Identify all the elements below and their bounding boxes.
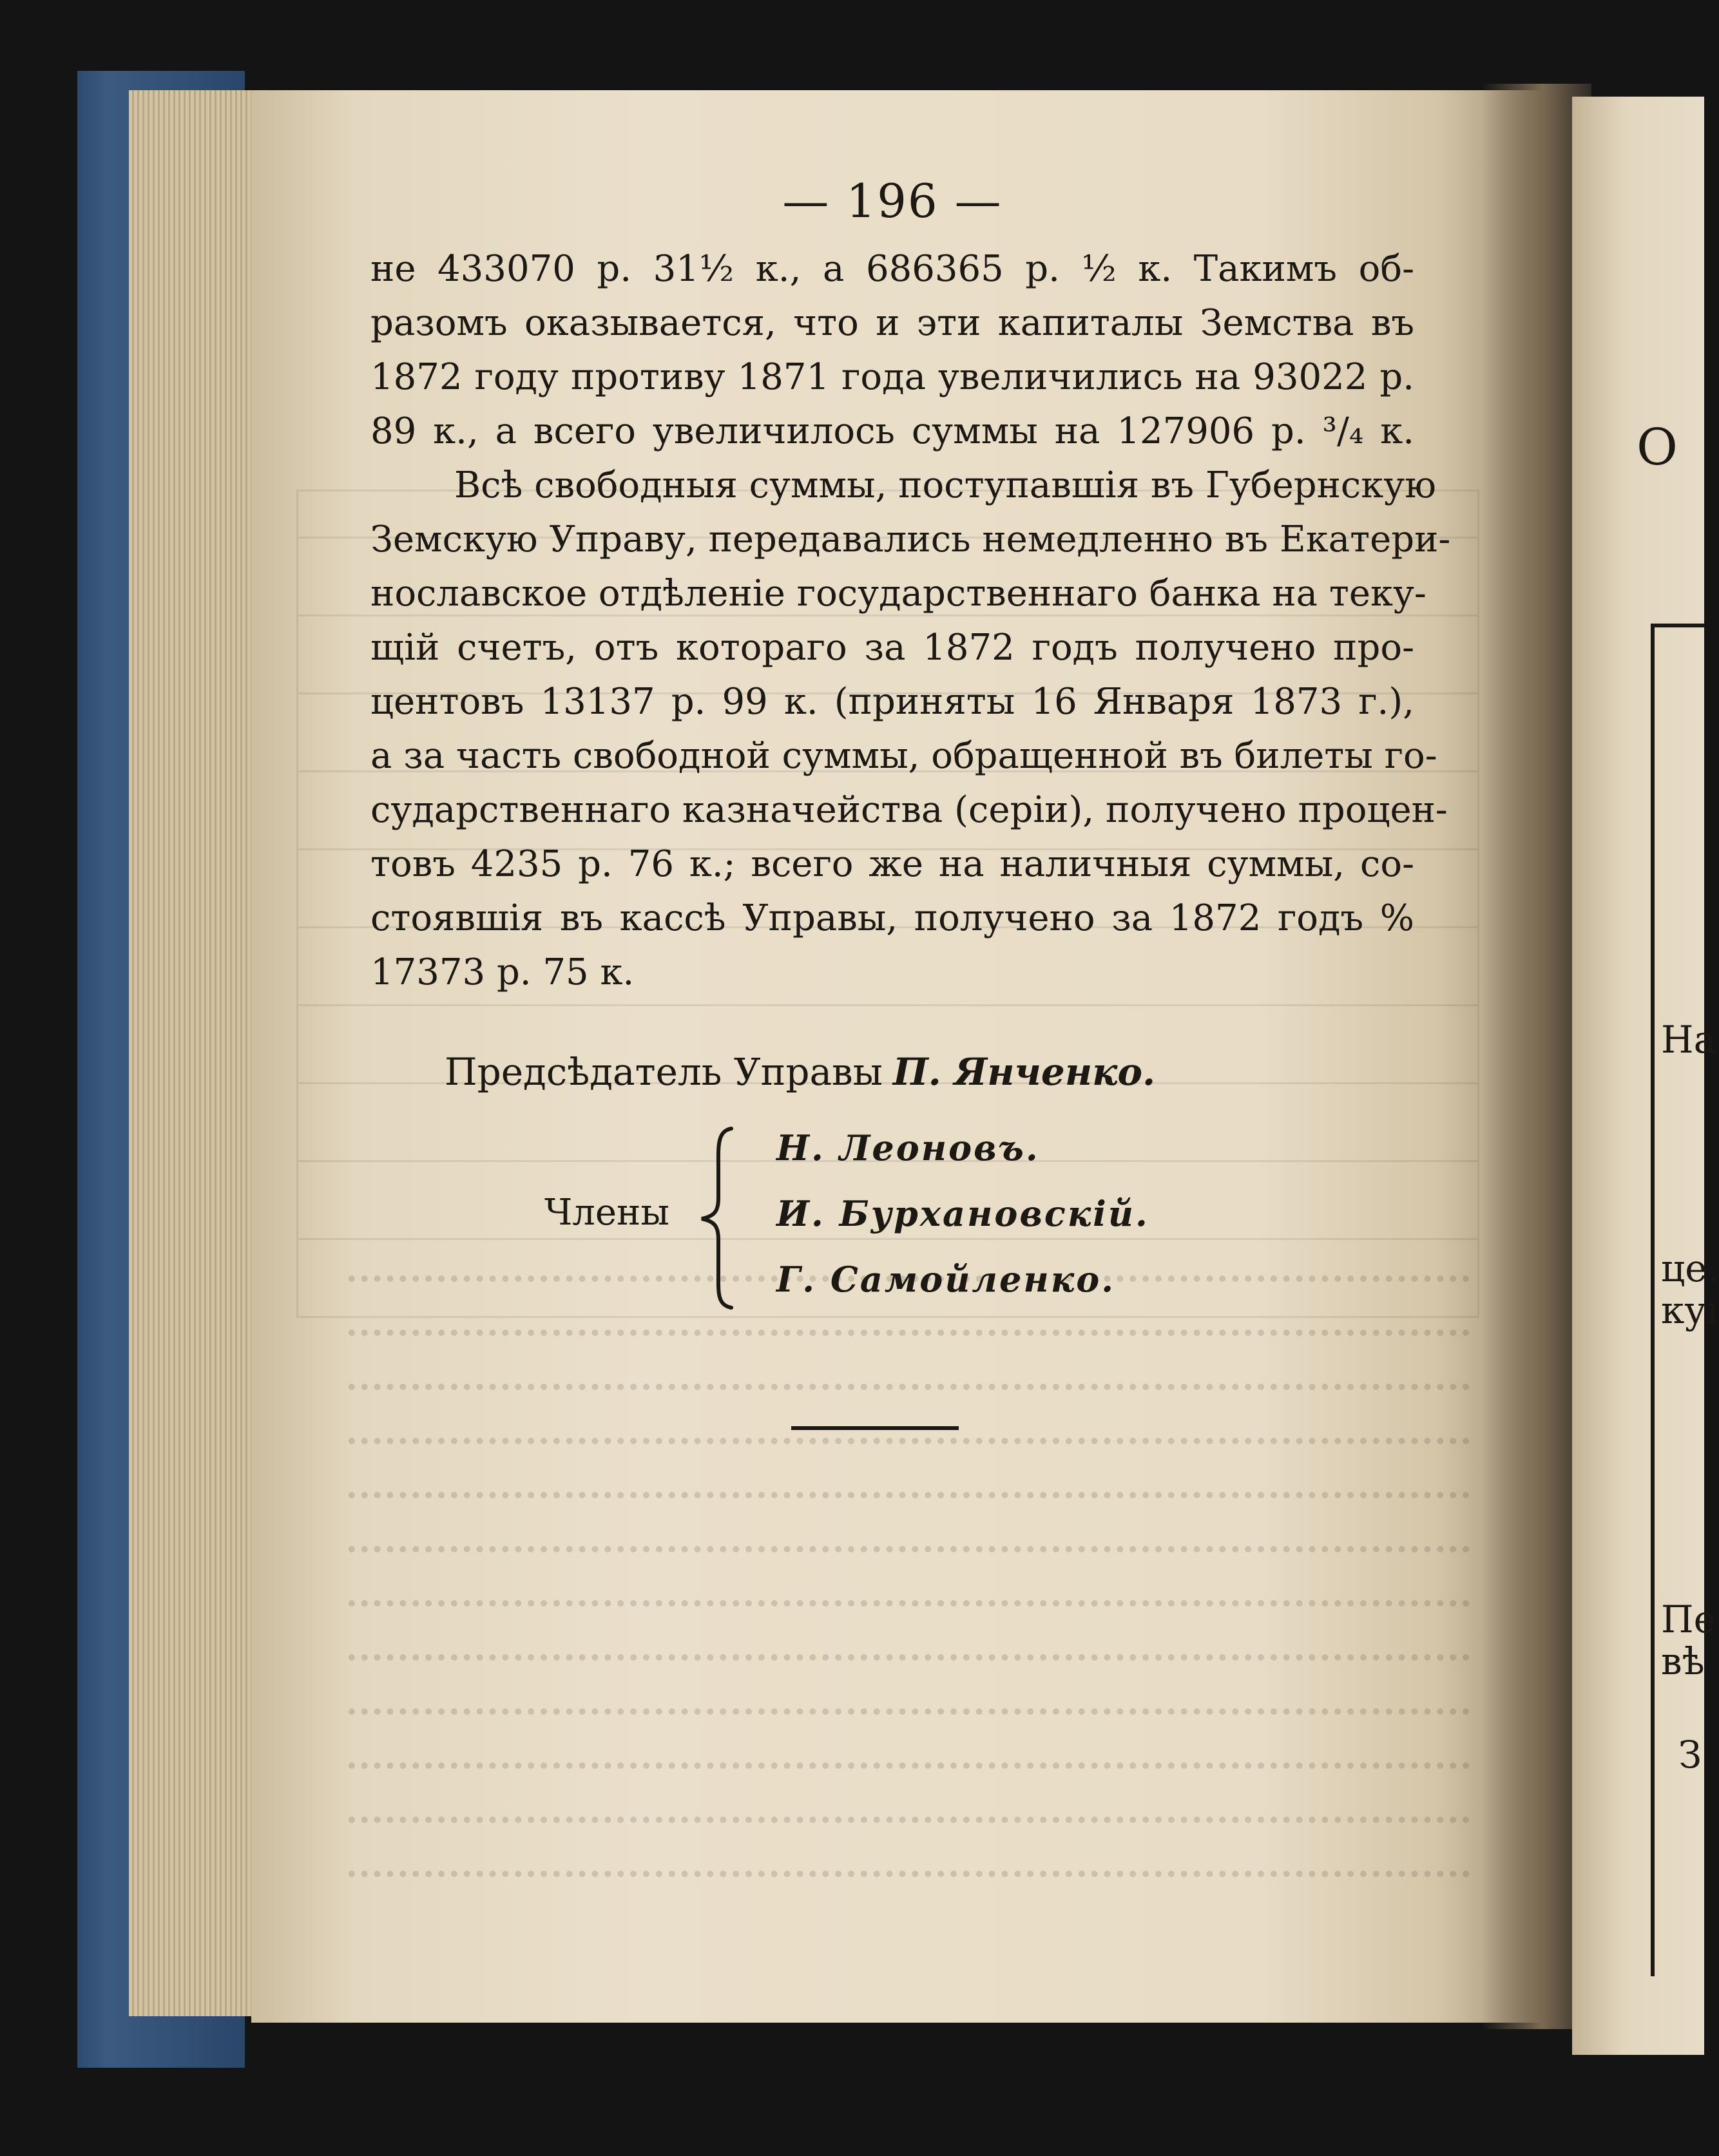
paragraph-capitals: [370, 242, 1414, 459]
chairman-name: П. Янченко.: [892, 1050, 1156, 1094]
member-name: И. Бурхановскій.: [776, 1193, 1149, 1234]
text-line: сударственнаго казначейства (серіи), получено процен-: [370, 789, 1448, 831]
closing-rule: [791, 1426, 959, 1430]
text-line: Земскую Управу, передавались немедленно въ Екатери-: [370, 519, 1451, 560]
chairman-title: Предсѣдатель Управы: [445, 1050, 883, 1094]
curly-brace-icon: [693, 1121, 751, 1314]
right-page-fragment: З: [1678, 1733, 1702, 1777]
bleed-through-text: [348, 1237, 1469, 1945]
members-label: Члены: [544, 1192, 669, 1234]
text-line: щій счетъ, отъ котораго за 1872 годъ получено про-: [370, 627, 1414, 669]
right-page-fragment: вѣ: [1661, 1639, 1705, 1683]
text-line: а за часть свободной суммы, обращенной въ билеты го-: [370, 735, 1437, 777]
right-page-box-left: [1651, 624, 1655, 1976]
members-block: [370, 1121, 1414, 1314]
page-edges: [129, 90, 258, 2016]
text-line: 89 к., а всего увеличилось суммы на 127906 р. ³/₄ к.: [370, 410, 1414, 452]
member-name: Н. Леоновъ.: [776, 1127, 1040, 1169]
text-line: стоявшія въ кассѣ Управы, получено за 1872 годъ %: [370, 897, 1414, 939]
right-page-fragment: О: [1637, 419, 1678, 477]
chairman-signature: [445, 1050, 1414, 1094]
text-line: нославское отдѣленіе государственнаго банка на теку-: [370, 573, 1426, 615]
text-line: товъ 4235 р. 76 к.; всего же на наличныя суммы, со-: [370, 843, 1414, 885]
text-line: центовъ 13137 р. 99 к. (приняты 16 Января 1873 г.),: [370, 681, 1414, 723]
text-line: 17373 р. 75 к.: [370, 951, 635, 993]
page-text: [370, 174, 1451, 1314]
paragraph-free-sums: [370, 459, 1451, 1000]
text-line: Всѣ свободныя суммы, поступавшія въ Губернскую: [454, 464, 1436, 506]
page-number: — 196 —: [782, 174, 1003, 228]
right-page-fragment: На: [1661, 1018, 1716, 1062]
right-page-fragment: це.: [1661, 1246, 1719, 1290]
right-page-fragment: куı: [1661, 1288, 1718, 1332]
member-name: Г. Самойленко.: [776, 1259, 1116, 1300]
right-page-box-top: [1651, 624, 1704, 627]
right-page-fragment: Пе: [1661, 1598, 1716, 1641]
text-line: не 433070 р. 31½ к., а 686365 р. ½ к. Такимъ об-: [370, 248, 1414, 290]
text-line: 1872 году противу 1871 года увеличились на 93022 р.: [370, 356, 1414, 398]
text-line: разомъ оказывается, что и эти капиталы Земства въ: [370, 302, 1414, 344]
